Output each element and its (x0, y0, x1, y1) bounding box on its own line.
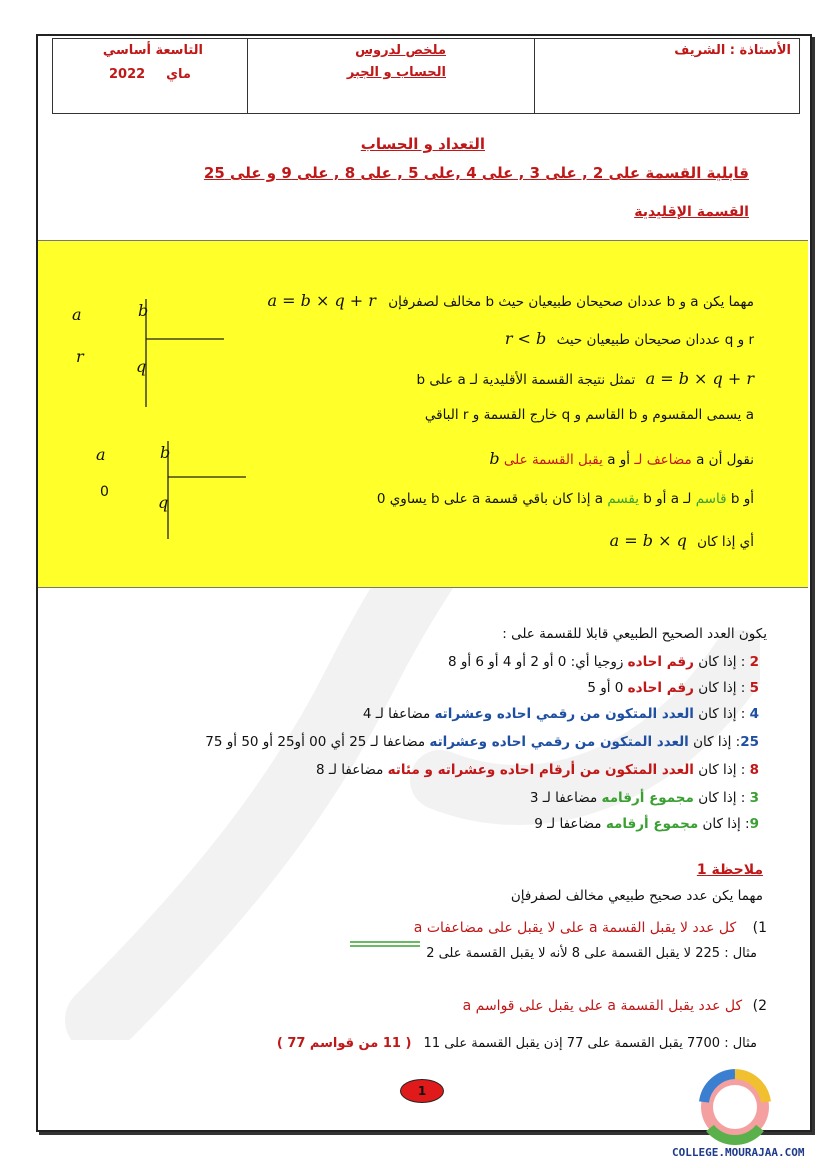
line6-mid1: لـ a أو b (643, 491, 692, 507)
line1-text: مهما يكن a و b عددان صحيحان طبيعيان حيث b مخالف لصفرفإن (388, 294, 754, 310)
rule-2-red: رقم احاده (627, 654, 694, 670)
line6-green1: قاسم (695, 491, 727, 507)
rule-2-num: 2 (749, 654, 759, 670)
rule-4 (363, 706, 759, 722)
division-diagram-1 (104, 295, 244, 415)
rule-8-b: مضاعفا لـ 8 (316, 762, 388, 778)
note-item-1 (414, 920, 767, 936)
note-title: ملاحظة 1 (696, 862, 763, 878)
euclid-line-6 (377, 491, 754, 507)
line3-formula: a = b × q + r (645, 369, 754, 388)
euclid-line-1 (268, 291, 754, 310)
note-intro: مهما يكن عدد صحيح طبيعي مخالف لصفرفإن (510, 888, 763, 904)
euclid-line-4: a يسمى المقسوم و b القاسم و q خارج القسمة و r الباقي (424, 407, 754, 423)
rule-9 (534, 816, 759, 832)
d1-r: r (76, 347, 84, 366)
rule-8-num: 8 (749, 762, 759, 778)
rule-5-b: 0 أو 5 (587, 680, 628, 696)
note-2-example (277, 1036, 757, 1051)
line2-formula: r < b (504, 329, 547, 348)
rule-2 (448, 654, 759, 670)
euclid-line-2 (505, 329, 754, 348)
rule-9-b: مضاعفا لـ 9 (534, 816, 606, 832)
site-url[interactable]: COLLEGE.MOURAJAA.COM (672, 1146, 805, 1159)
line5-end: b (489, 449, 500, 468)
rule-25 (205, 734, 759, 750)
teacher-name: الأستاذة : الشريف (674, 43, 791, 58)
summary-topic: الحساب و الجبر (346, 65, 446, 80)
page-number: 1 (400, 1079, 444, 1103)
euclid-box (38, 240, 808, 588)
line7-text: أي إذا كان (697, 534, 754, 550)
line1-formula: a = b × q + r (267, 291, 376, 310)
rule-5-a: : إذا كان (693, 680, 750, 696)
rule-2-b: زوجيا أي: 0 أو 2 أو 4 أو 6 أو 8 (447, 654, 628, 670)
line5-red: مضاعف لـ (634, 452, 692, 468)
rule-3-num: 3 (749, 790, 759, 806)
line5-mid: أو a (607, 452, 631, 468)
line5-red2: يقبل القسمة على (503, 452, 603, 468)
rule-9-a: : إذا كان (698, 816, 750, 832)
rule-5-red: رقم احاده (627, 680, 694, 696)
grade-label: التاسعة أساسي (102, 43, 203, 58)
note-2-num: 2) (752, 998, 767, 1014)
rule-8-a: : إذا كان (693, 762, 750, 778)
rule-3-b: مضاعفا لـ 3 (529, 790, 602, 806)
rule-2-a: : إذا كان (693, 654, 750, 670)
section-title: التعداد و الحساب (360, 135, 485, 153)
line6-pre: أو b (730, 491, 754, 507)
rule-3-a: : إذا كان (693, 790, 750, 806)
rule-5-num: 5 (749, 680, 759, 696)
rule-8 (316, 762, 759, 778)
note-item-2 (463, 998, 767, 1014)
double-underline (350, 940, 420, 948)
euclid-line-5 (489, 449, 754, 468)
note-2-text: كل عدد يقبل القسمة a على يقبل على قواسم a (462, 998, 743, 1014)
note-2-example-text: مثال : 7700 يقبل القسمة على 77 إذن يقبل القسمة على 11 (423, 1036, 757, 1051)
header-table (52, 38, 800, 114)
rule-25-a: : إذا كان (688, 734, 741, 750)
rule-4-red: العدد المتكون من رقمي احاده وعشراته (434, 706, 694, 722)
rule-9-num: 9 (749, 816, 759, 832)
year-label: 2022 (109, 67, 146, 82)
rule-4-b: مضاعفا لـ 4 (362, 706, 435, 722)
rule-25-num: 25 (740, 734, 759, 750)
d2-zero: 0 (100, 484, 109, 500)
line3-text: تمثل نتيجة القسمة الأقليدية لـ a على b (416, 372, 636, 388)
month-label: ماي (166, 67, 191, 82)
section-subtitle: قابلية القسمة على 2 , على 3 , على 4 ,على 5 , على 8 , على 9 و على 25 (203, 164, 749, 182)
rule-8-red: العدد المتكون من أرقام احاده وعشراته و مئاته (387, 762, 694, 778)
rule-5 (587, 680, 759, 696)
rule-25-b: مضاعفا لـ 25 أي 00 أو25 أو 50 أو 75 (205, 734, 430, 750)
d1-b: b (138, 301, 149, 320)
rule-4-a: : إذا كان (693, 706, 750, 722)
rules-intro: يكون العدد الصحيح الطبيعي قابلا للقسمة على : (502, 626, 767, 642)
line6-green2: يقسم (607, 491, 639, 507)
rule-3-green: مجموع أرقامه (601, 790, 694, 806)
d1-q: q (136, 357, 147, 376)
line2-text: r و q عددان صحيحان طبيعيان حيث (556, 332, 754, 348)
note-1-example: مثال : 225 لا يقبل القسمة على 8 لأنه لا يقبل القسمة على 2 (426, 946, 757, 961)
d1-a: a (72, 305, 82, 324)
summary-label: ملخص لدروس (355, 43, 446, 58)
rule-3 (530, 790, 759, 806)
site-logo-icon (690, 1062, 780, 1152)
header-grade-cell (53, 39, 247, 113)
note-2-example-red: ( 11 من قواسم 77 ) (276, 1036, 412, 1051)
rule-9-green: مجموع أرقامه (605, 816, 699, 832)
euclid-line-3 (417, 369, 754, 388)
note-1-num: 1) (752, 920, 767, 936)
header-summary-cell (247, 39, 534, 113)
euclid-line-7 (610, 531, 754, 550)
note-1-text: كل عدد لا يقبل القسمة a على لا يقبل على مضاعفات a (413, 920, 737, 936)
d2-q: q (158, 493, 169, 512)
division-title: القسمة الإقليدية (634, 204, 749, 220)
rule-4-num: 4 (749, 706, 759, 722)
d2-b: b (160, 443, 171, 462)
d2-a: a (96, 445, 106, 464)
line5-pre: نقول أن a (696, 452, 754, 468)
line6-end: a إذا كان باقي قسمة a على b يساوي 0 (376, 491, 604, 507)
division-diagram-2 (116, 437, 256, 547)
header-teacher-cell (534, 39, 799, 113)
rule-25-red: العدد المتكون من رقمي احاده وعشراته (429, 734, 689, 750)
line7-formula: a = b × q (609, 531, 687, 550)
